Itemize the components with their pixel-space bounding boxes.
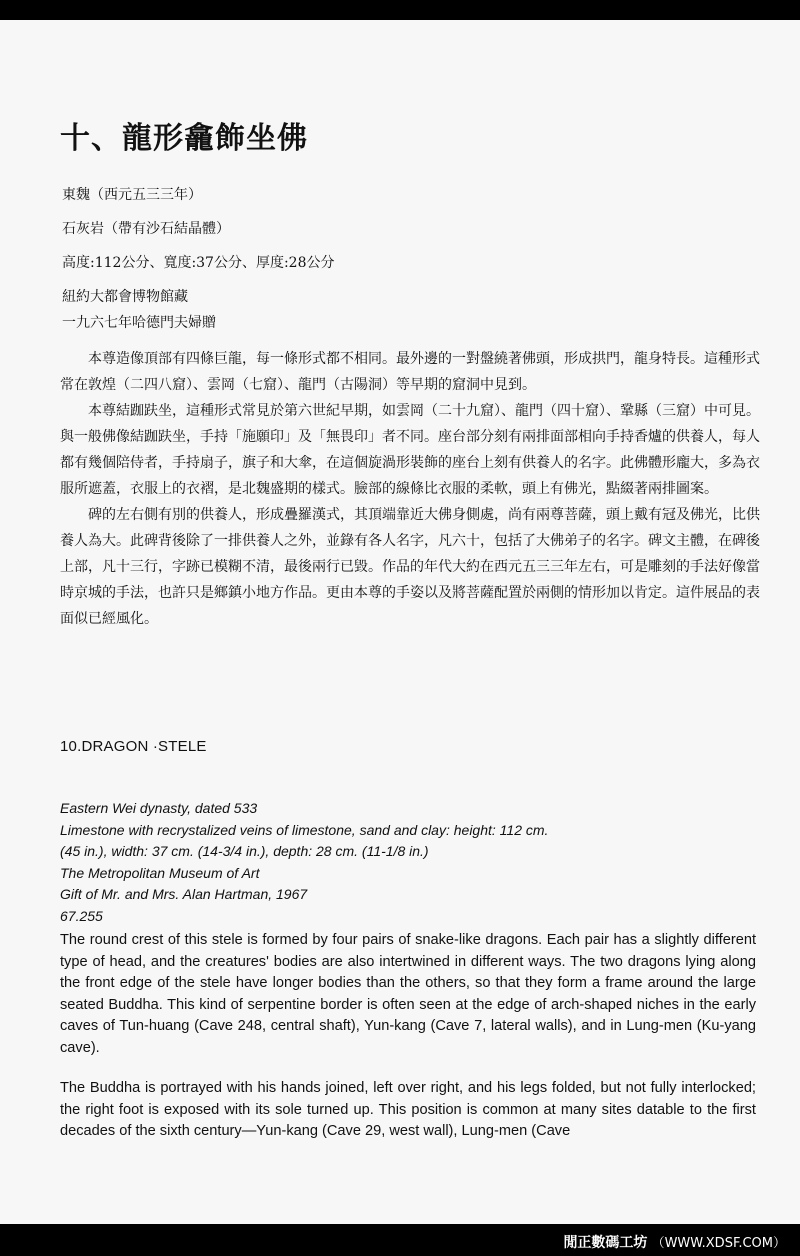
- english-dimensions: (45 in.), width: 37 cm. (14-3/4 in.), depth: 28 cm. (11-1/8 in.): [60, 843, 429, 859]
- document-page: [0, 20, 800, 1224]
- chinese-donor: 一九六七年哈德門夫婦贈: [62, 315, 216, 331]
- chinese-period: 東魏（西元五三三年）: [62, 187, 202, 203]
- english-title: 10.DRAGON ·STELE: [60, 738, 207, 755]
- english-catalog-info: [60, 798, 548, 927]
- chinese-dimensions: 高度:112公分、寬度:37公分、厚度:28公分: [62, 255, 335, 271]
- english-paragraph: The Buddha is portrayed with his hands joined, left over right, and his legs folded, but not fully interlocked; the right foot is exposed with its sole turned up. This position is common at many sites datable to the first decades of the sixth century—Yun-kang (Cave 29, west wall), Lung-men (Cave: [60, 1080, 756, 1140]
- english-material: Limestone with recrystalized veins of limestone, sand and clay: height: 112 cm.: [60, 821, 549, 838]
- chinese-paragraph: 碑的左右側有別的供養人，形成疊羅漢式，其頂端靠近大佛身側處，尚有兩尊菩薩，頭上戴有冠及佛光，比供養人為大。此碑背後除了一排供養人之外，並錄有各人名字，凡六十，包括了大佛弟子的名字。碑文主體，在碑後上部，凡十三行，字跡已模糊不清，最後兩行已毀。作品的年代大約在西元五三三年左右，可是雕刻的手法好像當時京城的手法，也許只是鄉鎮小地方作品。更由本尊的手姿以及將菩薩配置於兩側的情形加以肯定。這件展品的表面似已經風化。: [60, 507, 760, 627]
- english-period: Eastern Wei dynasty, dated 533: [60, 800, 258, 816]
- chinese-material: 石灰岩（帶有沙石結晶體）: [62, 221, 230, 237]
- english-accession-number: 67.255: [60, 907, 103, 924]
- watermark-url: （WWW.XDSF.COM）: [651, 1236, 786, 1251]
- english-paragraph: The round crest of this stele is formed by four pairs of snake-like dragons. Each pair has a slightly different type of head, and the creatures' bodies are also intertwined in different ways. The two dragons lying along the front edge of the stele have longer bodies than the others, so that they form a frame around the large seated Buddha. This kind of serpentine border is often seen at the edge of arch-shaped niches in the early caves of Tun-huang (Cave 248, central shaft), Yun-kang (Cave 7, lateral walls), and in Lung-men (Ku-yang cave).: [60, 932, 756, 1056]
- english-collection: The Metropolitan Museum of Art: [60, 864, 260, 881]
- chinese-description: [60, 346, 760, 632]
- watermark: [563, 1232, 786, 1252]
- watermark-brand: 閒正數碼工坊: [563, 1235, 648, 1251]
- chinese-title: 十、龍形龕飾坐佛: [60, 121, 308, 156]
- english-donor: Gift of Mr. and Mrs. Alan Hartman, 1967: [60, 886, 308, 902]
- watermark-bar: [0, 1224, 800, 1256]
- chinese-paragraph: 本尊造像頂部有四條巨龍，每一條形式都不相同。最外邊的一對盤繞著佛頭，形成拱門，龍身特長。這種形式常在敦煌（二四八窟）、雲岡（七窟）、龍門（古陽洞）等早期的窟洞中見到。: [60, 351, 760, 393]
- chinese-paragraph: 本尊結跏趺坐，這種形式常見於第六世紀早期，如雲岡（二十九窟）、龍門（四十窟）、鞏縣（三窟）中可見。與一般佛像結跏趺坐，手持「施願印」及「無畏印」者不同。座台部分刻有兩排面部相向手持香爐的供養人，每人都有幾個陪侍者，手持扇子，旗子和大傘，在這個旋渦形裝飾的座台上刻有供養人的名字。此佛體形龐大，多為衣服所遮蓋，衣服上的衣褶，是北魏盛期的樣式。臉部的線條比衣服的柔軟，頭上有佛光，點綴著兩排圖案。: [60, 403, 760, 497]
- chinese-collection: 紐約大都會博物館藏: [62, 289, 188, 305]
